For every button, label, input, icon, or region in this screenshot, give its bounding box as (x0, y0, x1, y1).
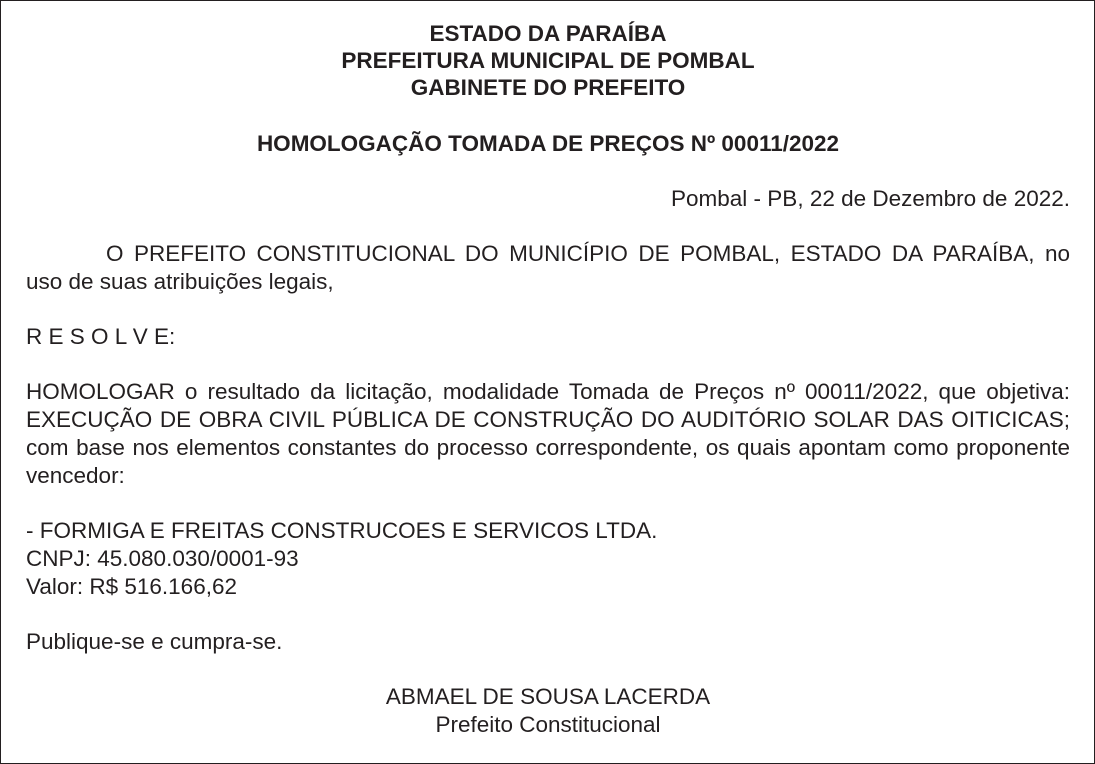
closing-line: Publique-se e cumpra-se. (26, 629, 283, 654)
winner-value: Valor: R$ 516.166,62 (26, 574, 237, 599)
document-header (26, 20, 1070, 101)
signature-block (26, 683, 1070, 739)
winner-name: - FORMIGA E FREITAS CONSTRUCOES E SERVICOS LTDA. (26, 518, 658, 543)
header-cabinet: GABINETE DO PREFEITO (410, 75, 686, 100)
winner-block (26, 517, 1070, 601)
body-paragraph: HOMOLOGAR o resultado da licitação, modalidade Tomada de Preços nº 00011/2022, que objetiva: EXECUÇÃO DE OBRA CIVIL PÚBLICA DE CONSTRUÇÃO DO AUDITÓRIO SOLAR DAS OITICICAS; com base nos elementos constantes do processo correspondente, os quais apontam como proponente vencedor: (26, 379, 1070, 488)
date-line: Pombal - PB, 22 de Dezembro de 2022. (671, 186, 1070, 211)
header-prefecture: PREFEITURA MUNICIPAL DE POMBAL (341, 48, 755, 73)
document-body (26, 20, 1070, 739)
signature-role: Prefeito Constitucional (435, 712, 661, 737)
resolve-heading: R E S O L V E: (26, 324, 176, 349)
signature-name: ABMAEL DE SOUSA LACERDA (385, 684, 711, 709)
intro-paragraph: O PREFEITO CONSTITUCIONAL DO MUNICÍPIO DE POMBAL, ESTADO DA PARAÍBA, no uso de suas atribuições legais, (26, 241, 1070, 294)
header-state: ESTADO DA PARAÍBA (429, 21, 667, 46)
winner-cnpj: CNPJ: 45.080.030/0001-93 (26, 546, 299, 571)
document-title: HOMOLOGAÇÃO TOMADA DE PREÇOS Nº 00011/2022 (256, 131, 840, 156)
